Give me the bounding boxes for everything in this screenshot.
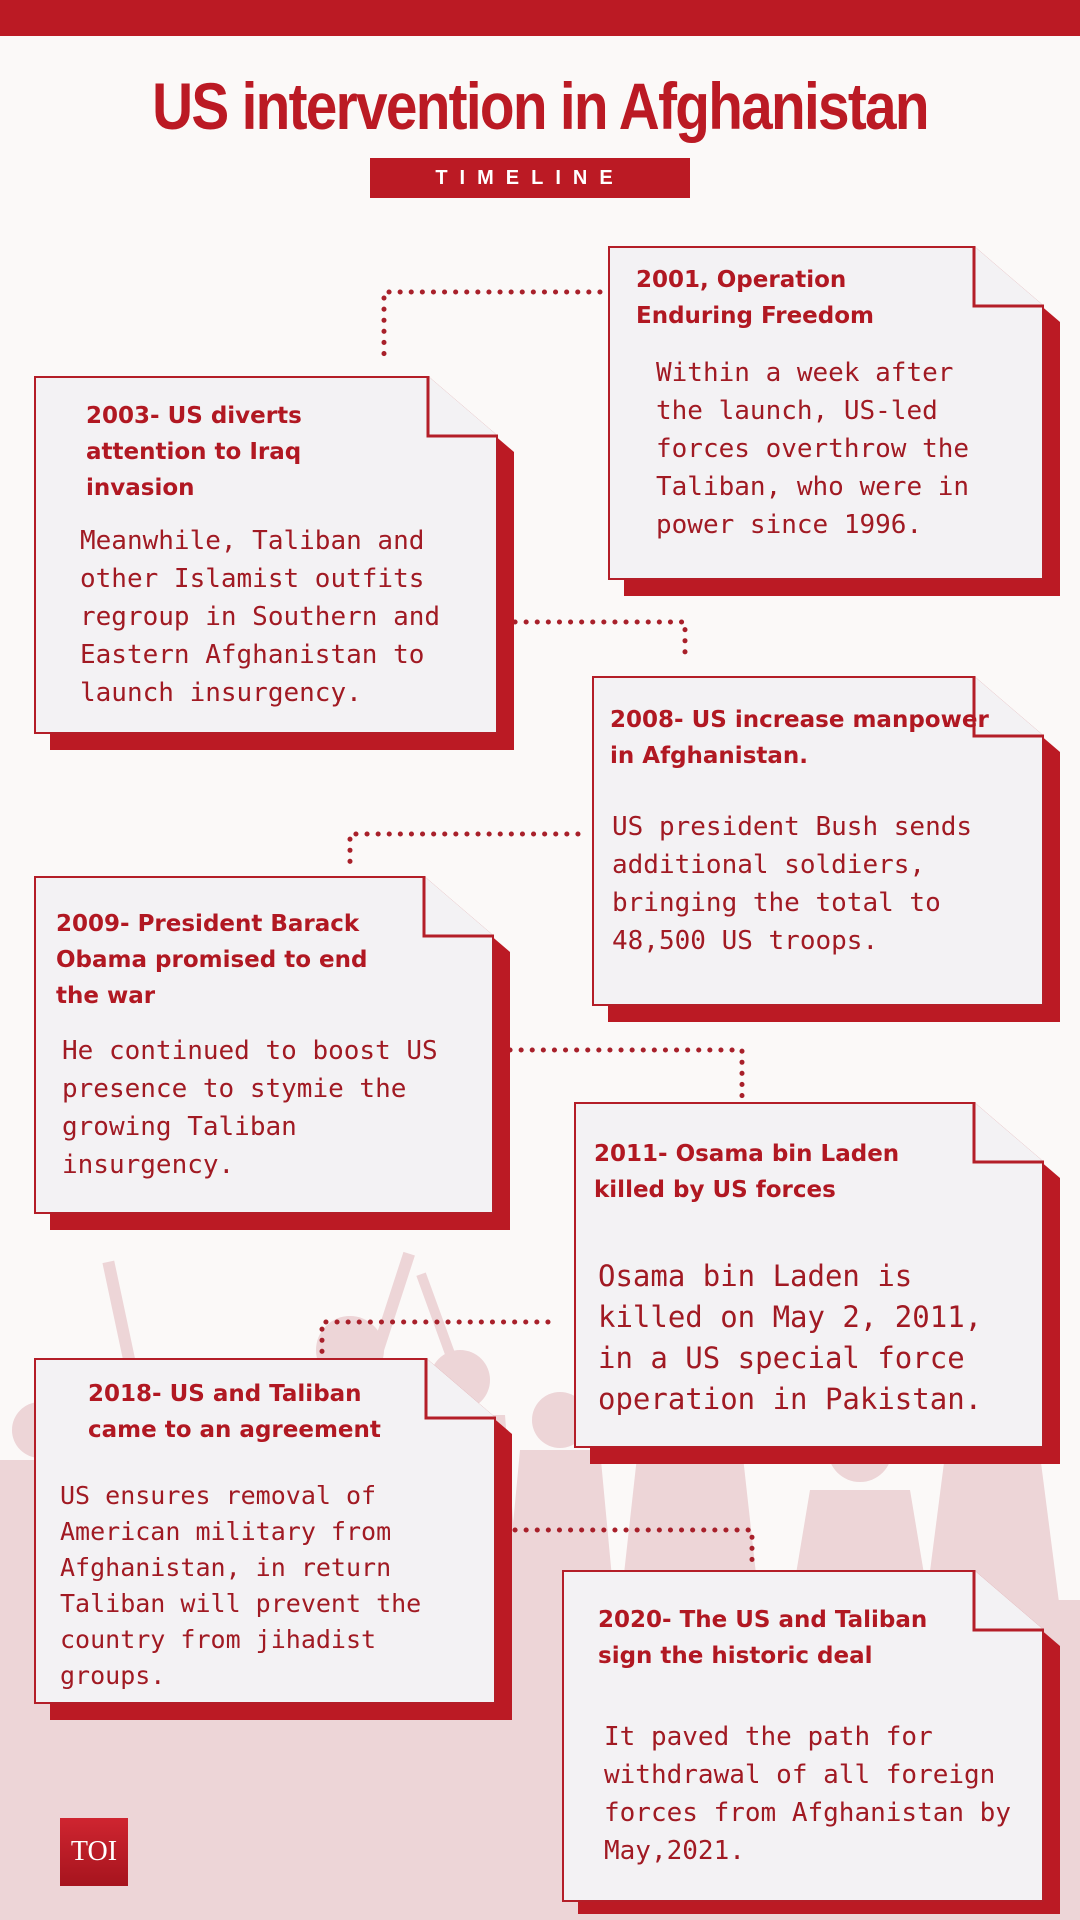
timeline-card-2003 (34, 376, 498, 734)
event-description: He continued to boost US presence to stymie the growing Taliban insurgency. (62, 1036, 438, 1180)
event-description: Within a week after the launch, US-led forces overthrow the Taliban, who were in power since 1996. (656, 358, 970, 540)
event-description: Meanwhile, Taliban and other Islamist outfits regroup in Southern and Eastern Afghanistan to launch insurgency. (80, 526, 441, 708)
page-fold-icon (426, 376, 498, 438)
page-fold-icon (972, 1570, 1044, 1632)
event-description: It paved the path for withdrawal of all foreign forces from Afghanistan by May,2021. (604, 1722, 1011, 1866)
timeline-card-2001 (608, 246, 1044, 580)
timeline-card-2009 (34, 876, 494, 1214)
timeline-card-2008 (592, 676, 1044, 1006)
page-fold-icon (422, 876, 494, 938)
event-heading: 2011- Osama bin Laden killed by US forces (594, 1141, 900, 1203)
timeline-card-2011 (574, 1102, 1044, 1448)
event-heading: 2008- US increase manpower in Afghanistan. (610, 707, 989, 769)
event-description: US ensures removal of American military from Afghanistan, in return Taliban will prevent the country from jihadist groups. (60, 1481, 422, 1690)
toi-logo: TOI (60, 1818, 128, 1886)
event-heading: 2001, Operation Enduring Freedom (636, 267, 875, 329)
event-description: Osama bin Laden is killed on May 2, 2011, in a US special force operation in Pakistan. (598, 1259, 983, 1416)
event-heading: 2020- The US and Taliban sign the historic deal (598, 1607, 928, 1669)
timeline-label: TIMELINE (370, 158, 690, 198)
event-description: US president Bush sends additional soldiers, bringing the total to 48,500 US troops. (612, 812, 973, 956)
timeline-card-2018 (34, 1358, 496, 1704)
page-title: US intervention in Afghanistan (152, 69, 928, 143)
event-heading: 2003- US diverts attention to Iraq invasion (86, 403, 302, 501)
event-heading: 2018- US and Taliban came to an agreement (88, 1381, 381, 1443)
page-fold-icon (972, 246, 1044, 308)
event-heading: 2009- President Barack Obama promised to end the war (56, 911, 368, 1009)
page-fold-icon (972, 1102, 1044, 1164)
timeline-card-2020 (562, 1570, 1044, 1902)
page-fold-icon (424, 1358, 496, 1420)
